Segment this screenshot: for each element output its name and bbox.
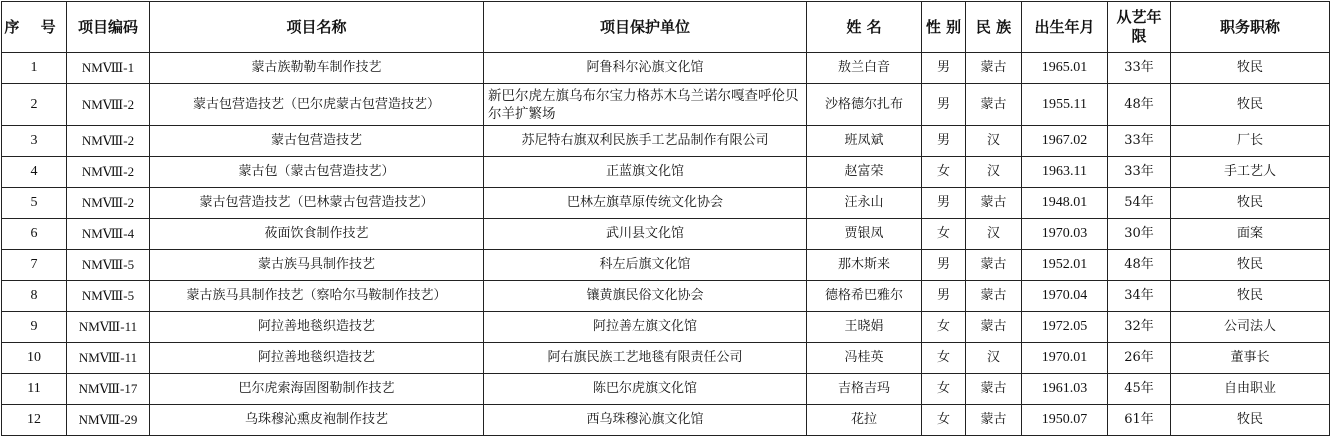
cell-name: 蒙古包（蒙古包营造技艺） [150, 157, 484, 188]
header-unit: 项目保护单位 [484, 2, 807, 53]
cell-ethnicity: 蒙古 [966, 53, 1022, 84]
cell-name: 蒙古族勒勒车制作技艺 [150, 53, 484, 84]
cell-title: 牧民 [1171, 250, 1330, 281]
cell-name: 蒙古包营造技艺（巴林蒙古包营造技艺） [150, 188, 484, 219]
cell-birth: 1970.03 [1022, 219, 1108, 250]
cell-seq: 5 [2, 188, 67, 219]
header-birth: 出生年月 [1022, 2, 1108, 53]
cell-title: 牧民 [1171, 405, 1330, 436]
cell-unit: 正蓝旗文化馆 [484, 157, 807, 188]
cell-seq: 3 [2, 126, 67, 157]
table-body [2, 53, 1330, 436]
cell-ethnicity: 蒙古 [966, 281, 1022, 312]
cell-ethnicity: 蒙古 [966, 405, 1022, 436]
cell-years: 33年 [1108, 53, 1171, 84]
table-row [2, 405, 1330, 436]
cell-person: 赵富荣 [807, 157, 922, 188]
cell-years: 34年 [1108, 281, 1171, 312]
table-row [2, 126, 1330, 157]
cell-ethnicity: 蒙古 [966, 312, 1022, 343]
cell-gender: 女 [922, 312, 966, 343]
cell-title: 牧民 [1171, 53, 1330, 84]
cell-code: NMⅧ-2 [67, 126, 150, 157]
cell-unit: 新巴尔虎左旗乌布尔宝力格苏木乌兰诺尔嘎查呼伦贝尔羊扩繁场 [484, 84, 807, 126]
cell-seq: 2 [2, 84, 67, 126]
cell-title: 牧民 [1171, 281, 1330, 312]
cell-years: 33年 [1108, 126, 1171, 157]
cell-seq: 8 [2, 281, 67, 312]
cell-code: NMⅧ-29 [67, 405, 150, 436]
cell-ethnicity: 蒙古 [966, 188, 1022, 219]
cell-name: 莜面饮食制作技艺 [150, 219, 484, 250]
header-person: 姓 名 [807, 2, 922, 53]
cell-code: NMⅧ-5 [67, 281, 150, 312]
table-row [2, 343, 1330, 374]
cell-name: 蒙古族马具制作技艺 [150, 250, 484, 281]
cell-years: 26年 [1108, 343, 1171, 374]
cell-years: 48年 [1108, 84, 1171, 126]
cell-name: 阿拉善地毯织造技艺 [150, 312, 484, 343]
cell-gender: 男 [922, 84, 966, 126]
cell-person: 敖兰白音 [807, 53, 922, 84]
cell-unit: 镶黄旗民俗文化协会 [484, 281, 807, 312]
cell-ethnicity: 汉 [966, 126, 1022, 157]
cell-birth: 1961.03 [1022, 374, 1108, 405]
cell-birth: 1955.11 [1022, 84, 1108, 126]
cell-years: 33年 [1108, 157, 1171, 188]
cell-gender: 女 [922, 374, 966, 405]
cell-code: NMⅧ-2 [67, 188, 150, 219]
cell-title: 牧民 [1171, 188, 1330, 219]
cell-birth: 1952.01 [1022, 250, 1108, 281]
cell-gender: 男 [922, 281, 966, 312]
cell-unit: 陈巴尔虎旗文化馆 [484, 374, 807, 405]
header-code: 项目编码 [67, 2, 150, 53]
cell-name: 蒙古包营造技艺（巴尔虎蒙古包营造技艺） [150, 84, 484, 126]
cell-title: 面案 [1171, 219, 1330, 250]
cell-code: NMⅧ-17 [67, 374, 150, 405]
cell-gender: 女 [922, 343, 966, 374]
cell-birth: 1965.01 [1022, 53, 1108, 84]
cell-birth: 1963.11 [1022, 157, 1108, 188]
cell-code: NMⅧ-4 [67, 219, 150, 250]
cell-birth: 1970.01 [1022, 343, 1108, 374]
cell-gender: 女 [922, 157, 966, 188]
cell-unit: 西乌珠穆沁旗文化馆 [484, 405, 807, 436]
cell-years: 61年 [1108, 405, 1171, 436]
cell-years: 30年 [1108, 219, 1171, 250]
cell-unit: 阿鲁科尔沁旗文化馆 [484, 53, 807, 84]
cell-seq: 12 [2, 405, 67, 436]
cell-code: NMⅧ-5 [67, 250, 150, 281]
cell-person: 汪永山 [807, 188, 922, 219]
table-row [2, 219, 1330, 250]
table-row [2, 84, 1330, 126]
cell-name: 巴尔虎索海固图勒制作技艺 [150, 374, 484, 405]
cell-ethnicity: 蒙古 [966, 374, 1022, 405]
cell-ethnicity: 汉 [966, 343, 1022, 374]
cell-unit: 武川县文化馆 [484, 219, 807, 250]
cell-code: NMⅧ-11 [67, 343, 150, 374]
cell-gender: 男 [922, 53, 966, 84]
cell-seq: 9 [2, 312, 67, 343]
cell-name: 蒙古包营造技艺 [150, 126, 484, 157]
header-gender: 性 别 [922, 2, 966, 53]
cell-gender: 男 [922, 188, 966, 219]
cell-birth: 1950.07 [1022, 405, 1108, 436]
cell-seq: 1 [2, 53, 67, 84]
cell-person: 吉格吉玛 [807, 374, 922, 405]
cell-years: 54年 [1108, 188, 1171, 219]
cell-code: NMⅧ-2 [67, 84, 150, 126]
cell-name: 蒙古族马具制作技艺（察哈尔马鞍制作技艺） [150, 281, 484, 312]
header-seq: 序 号 [2, 2, 67, 53]
cell-person: 贾银凤 [807, 219, 922, 250]
table-row [2, 157, 1330, 188]
table-row [2, 188, 1330, 219]
cell-seq: 4 [2, 157, 67, 188]
cell-person: 冯桂英 [807, 343, 922, 374]
header-title: 职务职称 [1171, 2, 1330, 53]
header-years: 从艺年限 [1108, 2, 1171, 53]
cell-ethnicity: 蒙古 [966, 250, 1022, 281]
cell-gender: 男 [922, 250, 966, 281]
table-row [2, 374, 1330, 405]
cell-title: 厂长 [1171, 126, 1330, 157]
cell-ethnicity: 汉 [966, 157, 1022, 188]
table-header [2, 2, 1330, 53]
cell-birth: 1948.01 [1022, 188, 1108, 219]
cell-person: 花拉 [807, 405, 922, 436]
header-row [2, 2, 1330, 53]
table-row [2, 281, 1330, 312]
table-row [2, 312, 1330, 343]
cell-unit: 巴林左旗草原传统文化协会 [484, 188, 807, 219]
cell-gender: 女 [922, 405, 966, 436]
cell-title: 公司法人 [1171, 312, 1330, 343]
cell-ethnicity: 蒙古 [966, 84, 1022, 126]
header-name: 项目名称 [150, 2, 484, 53]
cell-birth: 1970.04 [1022, 281, 1108, 312]
cell-birth: 1967.02 [1022, 126, 1108, 157]
cell-gender: 女 [922, 219, 966, 250]
cell-years: 48年 [1108, 250, 1171, 281]
cell-title: 手工艺人 [1171, 157, 1330, 188]
cell-years: 45年 [1108, 374, 1171, 405]
cell-code: NMⅧ-11 [67, 312, 150, 343]
cell-seq: 11 [2, 374, 67, 405]
cell-code: NMⅧ-2 [67, 157, 150, 188]
cell-person: 王晓娟 [807, 312, 922, 343]
heritage-inheritors-table [1, 1, 1330, 436]
cell-title: 董事长 [1171, 343, 1330, 374]
cell-seq: 7 [2, 250, 67, 281]
cell-title: 牧民 [1171, 84, 1330, 126]
cell-person: 班凤斌 [807, 126, 922, 157]
cell-unit: 阿右旗民族工艺地毯有限责任公司 [484, 343, 807, 374]
cell-title: 自由职业 [1171, 374, 1330, 405]
cell-birth: 1972.05 [1022, 312, 1108, 343]
cell-person: 德格希巴雅尔 [807, 281, 922, 312]
cell-name: 乌珠穆沁熏皮袍制作技艺 [150, 405, 484, 436]
cell-person: 那木斯来 [807, 250, 922, 281]
cell-unit: 阿拉善左旗文化馆 [484, 312, 807, 343]
cell-seq: 6 [2, 219, 67, 250]
cell-years: 32年 [1108, 312, 1171, 343]
cell-code: NMⅧ-1 [67, 53, 150, 84]
table-row [2, 53, 1330, 84]
cell-unit: 科左后旗文化馆 [484, 250, 807, 281]
cell-ethnicity: 汉 [966, 219, 1022, 250]
table-row [2, 250, 1330, 281]
cell-seq: 10 [2, 343, 67, 374]
header-ethnicity: 民 族 [966, 2, 1022, 53]
cell-name: 阿拉善地毯织造技艺 [150, 343, 484, 374]
cell-unit: 苏尼特右旗双利民族手工艺品制作有限公司 [484, 126, 807, 157]
cell-gender: 男 [922, 126, 966, 157]
cell-person: 沙格德尔扎布 [807, 84, 922, 126]
